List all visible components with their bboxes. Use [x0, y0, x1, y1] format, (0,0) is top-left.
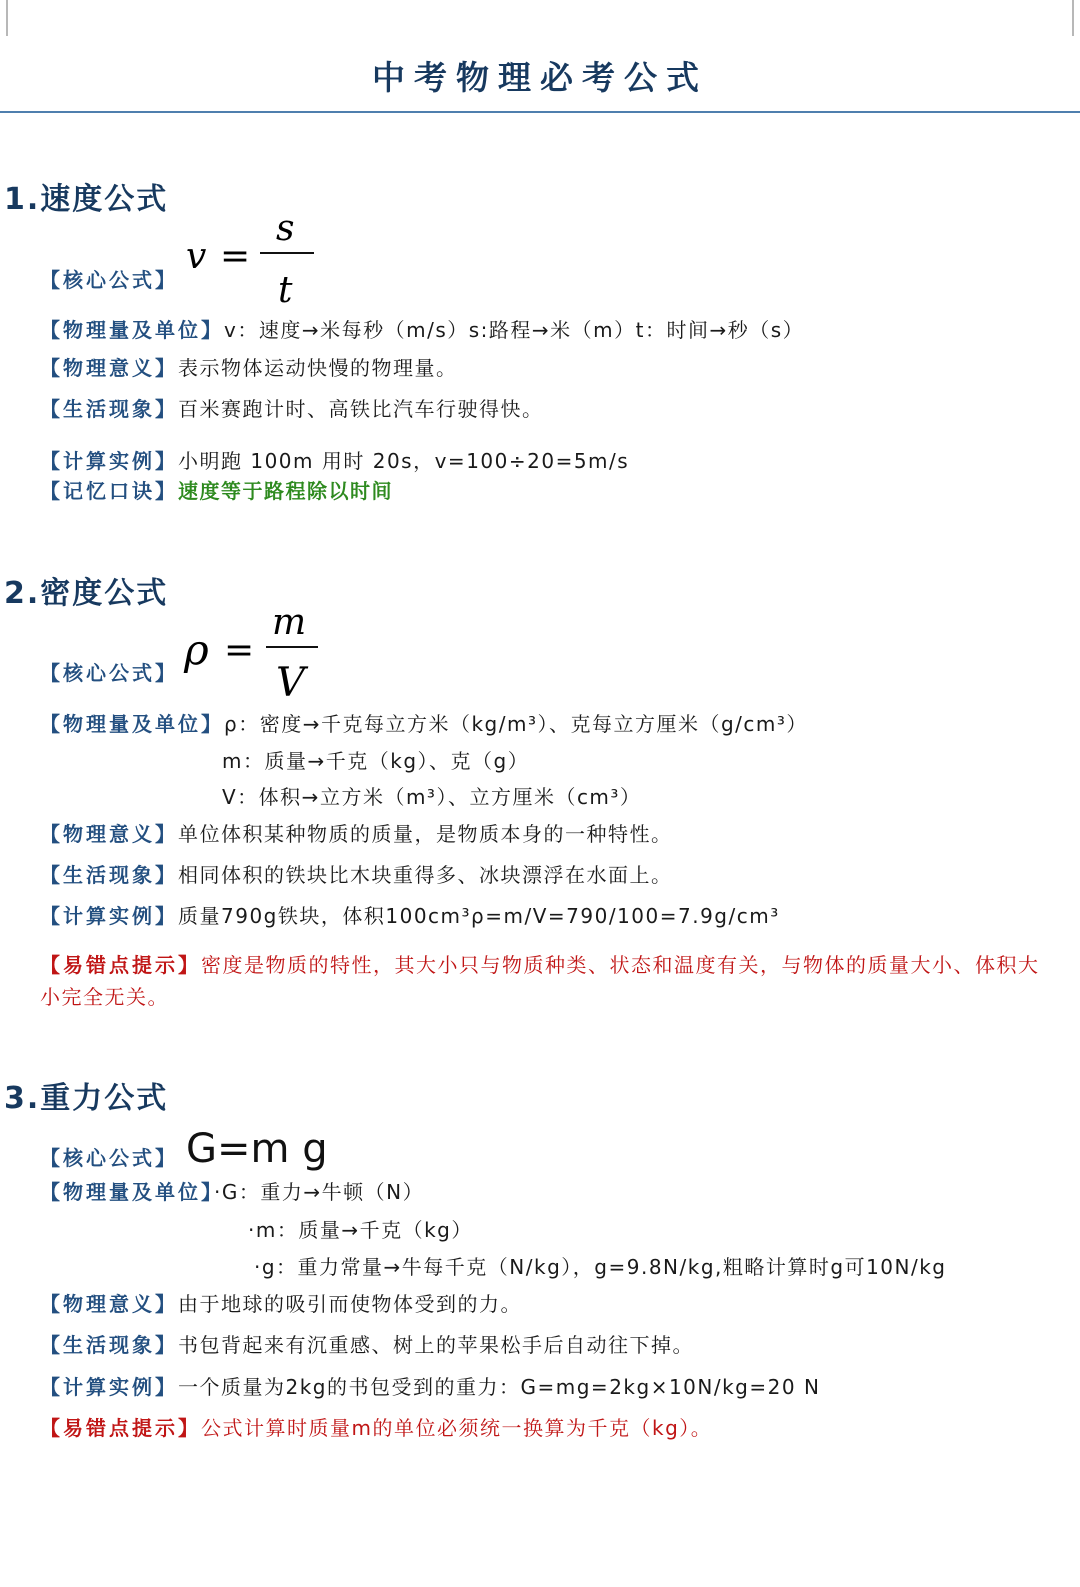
- gravity-formula: G=m g: [186, 1126, 328, 1172]
- title-divider: [0, 111, 1080, 113]
- speed-formula: [184, 208, 324, 312]
- meaning-text: 表示物体运动快慢的物理量。: [178, 356, 458, 380]
- error-row-density: [40, 949, 1050, 1013]
- core-formula-row-density: [40, 659, 178, 687]
- units-line-g-constant: [254, 1253, 947, 1281]
- section-heading-gravity: 3.重力公式: [4, 1081, 169, 1116]
- section-heading-density: 2.密度公式: [4, 576, 169, 611]
- units-text: m：质量→千克（kg）、克（g）: [222, 749, 530, 773]
- life-row-gravity: [40, 1331, 694, 1359]
- tag-life: 【生活现象】: [40, 863, 178, 887]
- tag-core-formula: 【核心公式】: [40, 1146, 178, 1170]
- error-text: 公式计算时质量m的单位必须统一换算为千克（kg）。: [201, 1416, 713, 1440]
- units-text: ·g：重力常量→牛每千克（N/kg），g=9.8N/kg,粗略计算时g可10N/kg: [254, 1255, 947, 1279]
- calc-row-speed: [40, 447, 629, 475]
- core-formula-row-gravity: [40, 1144, 178, 1172]
- tag-calc: 【计算实例】: [40, 449, 178, 473]
- formula-numerator: m: [272, 602, 307, 643]
- units-text: ·G：重力→牛顿（N）: [214, 1180, 425, 1204]
- page-edge-right: [1072, 0, 1074, 36]
- tag-calc: 【计算实例】: [40, 904, 178, 928]
- tag-calc: 【计算实例】: [40, 1375, 178, 1399]
- meaning-text: 单位体积某种物质的质量，是物质本身的一种特性。: [178, 822, 673, 846]
- tag-core-formula: 【核心公式】: [40, 268, 178, 292]
- formula-lhs: v: [186, 236, 207, 277]
- units-text: V：体积→立方米（m³）、立方厘米（cm³）: [222, 785, 642, 809]
- formula-equals: =: [224, 630, 255, 671]
- tag-memo: 【记忆口诀】: [40, 479, 178, 503]
- page-title: 中考物理必考公式: [372, 58, 708, 97]
- meaning-row-density: [40, 820, 673, 848]
- units-text: ·m：质量→千克（kg）: [248, 1218, 473, 1242]
- units-line-mass: [222, 747, 529, 775]
- tag-meaning: 【物理意义】: [40, 356, 178, 380]
- units-row-gravity: [40, 1178, 424, 1206]
- units-line-mass: [248, 1216, 473, 1244]
- formula-denominator: t: [278, 270, 293, 311]
- units-line-volume: [222, 783, 641, 811]
- calc-text: 一个质量为2kg的书包受到的重力：G=mg=2kg×10N/kg=20 N: [178, 1375, 821, 1399]
- units-text: ρ：密度→千克每立方米（kg/m³）、克每立方厘米（g/cm³）: [224, 712, 808, 736]
- tag-meaning: 【物理意义】: [40, 822, 178, 846]
- density-formula: [184, 600, 334, 704]
- memo-row-speed: [40, 477, 393, 505]
- life-row-density: [40, 861, 673, 889]
- units-row-density: [40, 710, 808, 738]
- tag-life: 【生活现象】: [40, 397, 178, 421]
- tag-core-formula: 【核心公式】: [40, 661, 178, 685]
- formula-numerator: s: [276, 208, 295, 249]
- tag-life: 【生活现象】: [40, 1333, 178, 1357]
- meaning-row-speed: [40, 354, 458, 382]
- formula-denominator: V: [276, 660, 305, 706]
- units-text: v：速度→米每秒（m/s）s:路程→米（m）t：时间→秒（s）: [224, 318, 805, 342]
- section-heading-speed: 1.速度公式: [4, 182, 169, 217]
- tag-meaning: 【物理意义】: [40, 1292, 178, 1316]
- calc-row-density: [40, 902, 780, 930]
- meaning-text: 由于地球的吸引而使物体受到的力。: [178, 1292, 522, 1316]
- page-edge-left: [6, 0, 8, 36]
- life-text: 百米赛跑计时、高铁比汽车行驶得快。: [178, 397, 544, 421]
- life-text: 相同体积的铁块比木块重得多、冰块漂浮在水面上。: [178, 863, 673, 887]
- life-row-speed: [40, 395, 544, 423]
- tag-error: 【易错点提示】: [40, 1416, 201, 1440]
- calc-text: 小明跑 100m 用时 20s，v=100÷20=5m/s: [178, 449, 630, 473]
- calc-text: 质量790g铁块，体积100cm³ρ=m/V=790/100=7.9g/cm³: [178, 904, 780, 928]
- memo-text: 速度等于路程除以时间: [178, 479, 393, 503]
- error-row-gravity: [40, 1414, 712, 1442]
- error-text: 密度是物质的特性，其大小只与物质种类、状态和温度有关，与物体的质量大小、体积大小完全无关。: [40, 953, 1040, 1009]
- life-text: 书包背起来有沉重感、树上的苹果松手后自动往下掉。: [178, 1333, 694, 1357]
- tag-units: 【物理量及单位】: [40, 1180, 214, 1204]
- meaning-row-gravity: [40, 1290, 522, 1318]
- tag-units: 【物理量及单位】: [40, 318, 224, 342]
- core-formula-row-speed: [40, 266, 178, 294]
- calc-row-gravity: [40, 1373, 820, 1401]
- formula-equals: =: [220, 236, 251, 277]
- tag-error: 【易错点提示】: [40, 953, 201, 977]
- tag-units: 【物理量及单位】: [40, 712, 224, 736]
- formula-lhs: ρ: [184, 625, 209, 674]
- units-row-speed: [40, 316, 804, 344]
